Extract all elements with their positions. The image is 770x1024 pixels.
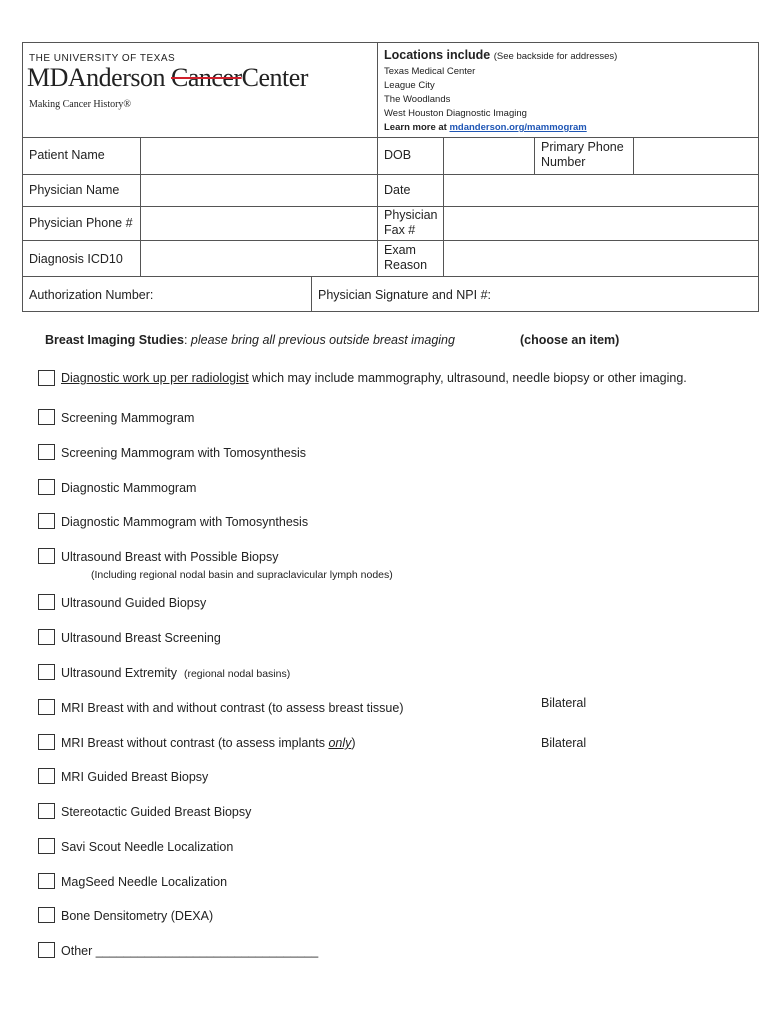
physician-phone-label: Physician Phone # xyxy=(29,216,133,230)
physician-name-label: Physician Name xyxy=(29,183,120,197)
us-extremity-checkbox[interactable] xyxy=(38,664,55,680)
screening-tomo-checkbox[interactable] xyxy=(38,444,55,460)
bilateral-dropdown[interactable]: Bilateral xyxy=(541,736,587,750)
exam-reason-label: Exam Reason xyxy=(384,243,428,272)
study-label: MRI Breast with and without contrast (to assess breast tissue) xyxy=(61,701,404,715)
header-table xyxy=(22,42,759,312)
exam-reason-field[interactable] xyxy=(444,241,758,276)
choose-item-dropdown[interactable]: (choose an item) xyxy=(520,333,620,347)
table-border xyxy=(22,42,759,43)
authorization-label: Authorization Number: xyxy=(29,288,154,302)
brand-logo: MDAnderson CancerCenter xyxy=(27,63,308,92)
study-label: Savi Scout Needle Localization xyxy=(61,840,234,854)
patient-name-field[interactable] xyxy=(141,138,377,174)
study-label: Stereotactic Guided Breast Biopsy xyxy=(61,805,252,819)
table-border xyxy=(22,42,23,312)
diagnosis-label: Diagnosis ICD10 xyxy=(29,252,123,266)
dob-field[interactable] xyxy=(444,138,534,174)
table-border xyxy=(758,42,759,312)
date-label: Date xyxy=(384,183,411,197)
study-label: MRI Breast without contrast (to assess implants only) xyxy=(61,736,356,750)
us-guided-biopsy-checkbox[interactable] xyxy=(38,594,55,610)
table-border xyxy=(22,311,759,312)
study-sublabel: (Including regional nodal basin and supraclavicular lymph nodes) xyxy=(91,569,393,581)
diagnostic-mammogram-checkbox[interactable] xyxy=(38,479,55,495)
diagnosis-field[interactable] xyxy=(141,241,377,276)
dob-label: DOB xyxy=(384,148,412,162)
location-item: West Houston Diagnostic Imaging xyxy=(384,108,527,119)
us-breast-biopsy-checkbox[interactable] xyxy=(38,548,55,564)
study-label: Diagnostic Mammogram xyxy=(61,481,197,495)
physician-phone-field[interactable] xyxy=(141,207,377,240)
date-field[interactable] xyxy=(444,175,758,206)
study-label: Ultrasound Breast Screening xyxy=(61,631,221,645)
dexa-checkbox[interactable] xyxy=(38,907,55,923)
location-item: Texas Medical Center xyxy=(384,66,476,77)
learn-more-link[interactable]: mdanderson.org/mammogram xyxy=(449,122,587,133)
physician-name-field[interactable] xyxy=(141,175,377,206)
signature-label: Physician Signature and NPI #: xyxy=(318,288,492,302)
study-label: Screening Mammogram with Tomosynthesis xyxy=(61,446,307,460)
mri-guided-biopsy-checkbox[interactable] xyxy=(38,768,55,784)
study-label: MagSeed Needle Localization xyxy=(61,875,228,889)
bilateral-dropdown[interactable]: Bilateral xyxy=(541,696,587,710)
mri-with-without-checkbox[interactable] xyxy=(38,699,55,715)
primary-phone-label: Primary Phone Number xyxy=(541,140,624,169)
savi-scout-checkbox[interactable] xyxy=(38,838,55,854)
location-item: The Woodlands xyxy=(384,94,451,105)
tagline: Making Cancer History® xyxy=(29,99,132,110)
study-label: Bone Densitometry (DEXA) xyxy=(61,909,214,923)
stereotactic-biopsy-checkbox[interactable] xyxy=(38,803,55,819)
diagnostic-tomo-checkbox[interactable] xyxy=(38,513,55,529)
study-label: MRI Guided Breast Biopsy xyxy=(61,770,209,784)
locations-heading: Locations include (See backside for addresses) xyxy=(384,48,618,62)
diagnostic-workup-checkbox[interactable] xyxy=(38,370,55,386)
other-checkbox[interactable] xyxy=(38,942,55,958)
study-label: Ultrasound Guided Biopsy xyxy=(61,596,207,610)
studies-heading: Breast Imaging Studies: please bring all previous outside breast imaging xyxy=(45,333,455,347)
primary-phone-field[interactable] xyxy=(634,138,758,174)
physician-fax-label: Physician Fax # xyxy=(384,208,438,237)
physician-fax-field[interactable] xyxy=(444,207,758,240)
location-item: League City xyxy=(384,80,435,91)
magseed-checkbox[interactable] xyxy=(38,873,55,889)
mri-without-checkbox[interactable] xyxy=(38,734,55,750)
other-field[interactable]: Other ________________________________ xyxy=(61,944,319,958)
study-label: Ultrasound Extremity (regional nodal basins) xyxy=(61,666,291,680)
screening-mammogram-checkbox[interactable] xyxy=(38,409,55,425)
study-label: Ultrasound Breast with Possible Biopsy xyxy=(61,550,279,564)
learn-more: Learn more at mdanderson.org/mammogram xyxy=(384,122,587,133)
study-label: Screening Mammogram xyxy=(61,411,195,425)
us-breast-screening-checkbox[interactable] xyxy=(38,629,55,645)
diagnostic-workup-label: Diagnostic work up per radiologist which may include mammography, ultrasound, needle biopsy or other imaging. xyxy=(61,371,687,385)
university-label: THE UNIVERSITY OF TEXAS xyxy=(29,53,176,64)
study-label: Diagnostic Mammogram with Tomosynthesis xyxy=(61,515,309,529)
patient-name-label: Patient Name xyxy=(29,148,105,162)
